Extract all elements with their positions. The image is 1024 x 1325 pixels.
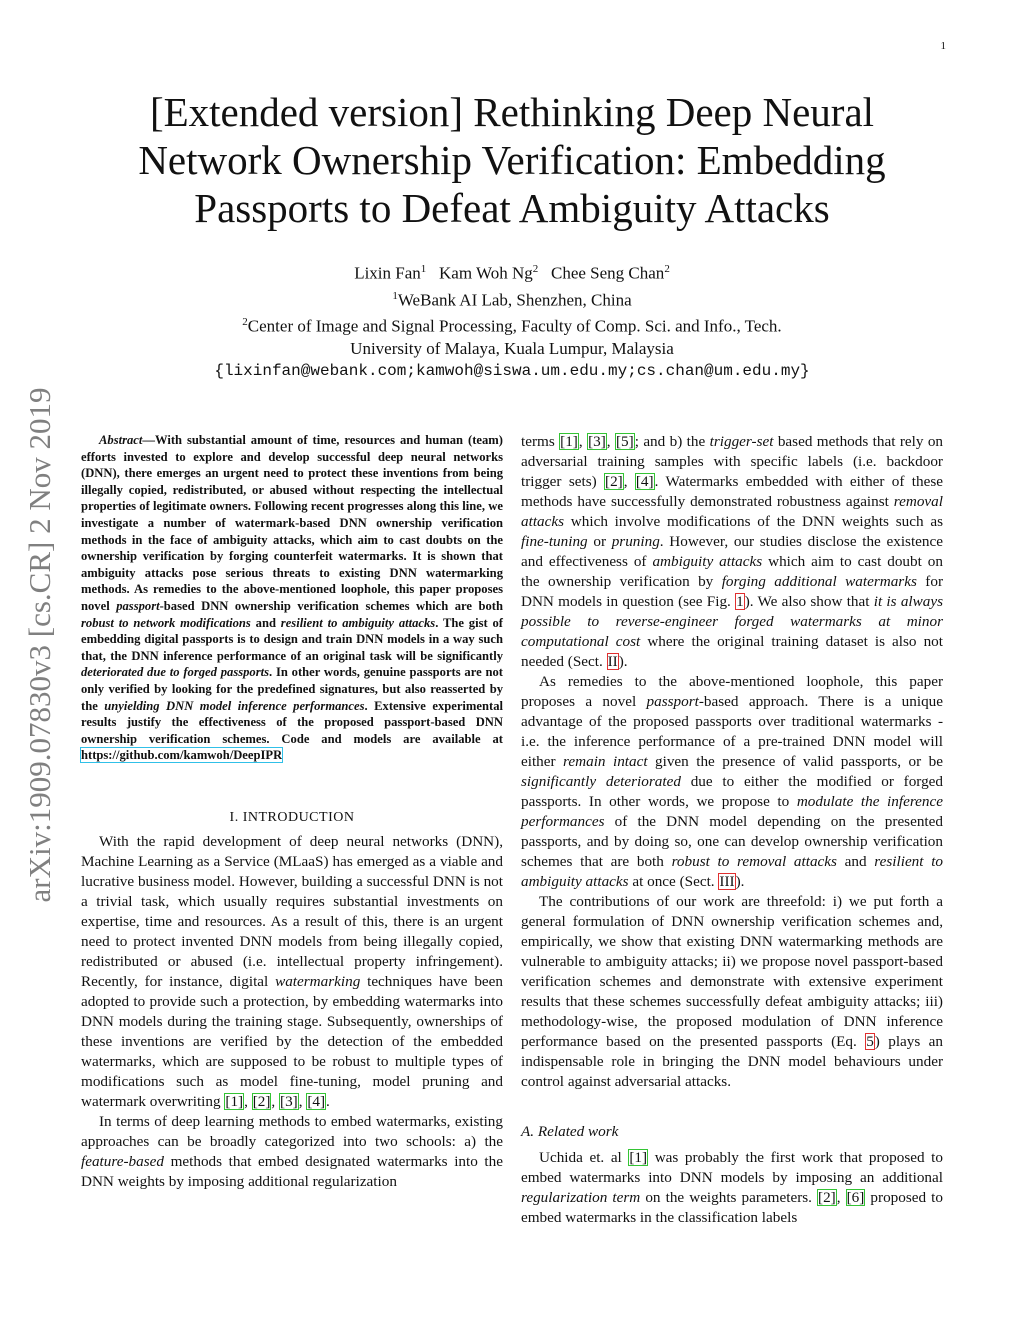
arxiv-identifier[interactable]: arXiv:1909.07830v3 [cs.CR] 2 Nov 2019 <box>22 387 57 903</box>
citation-link[interactable]: [4] <box>307 1092 326 1110</box>
body-paragraph: terms [1], [3], [5]; and b) the trigger-set based methods that rely on adversarial training samples with specific labels (i.e. backdoor trigger sets) [2], [4]. Watermarks embedded with either of these methods have successfully demonstrated robustness against removal attacks which involve modifications of the DNN weights such as fine-tuning or pruning. However, our studies disclose the existence and effectiveness of ambiguity attacks which aim to cast doubt on the ownership verification by forging additional watermarks for DNN models in question (see Fig. 1). We also show that it is always possible to reverse-engineer forged watermarks at minor computational cost where the original training dataset is also not needed (Sect. II). <box>521 433 944 670</box>
abstract: Abstract—With substantial amount of time, resources and human (team) efforts invested to explore and develop successful deep neural networks (DNN), there emerges an urgent need to protect these inventions from being illegally copied, redistributed, or abused without respecting the intellectual properties of legitimate owners. Following recent progresses along this line, we investigate a number of watermark-based DNN ownership verification methods in the face of ambiguity attacks, which aim to cast doubts on the ownership verification by forging counterfeit watermarks. It is shown that ambiguity attacks pose serious threats to existing DNN watermarking methods. As remedies to the above-mentioned loophole, this paper proposes novel passport-based DNN ownership verification schemes which are both robust to network modifications and resilient to ambiguity attacks. The gist of embedding digital passports is to design and train DNN models in a way such that, the DNN inference performance of an original task will be significantly deteriorated due to forged passports. In other words, genuine passports are not only verified by looking for the predefined signatures, but also reasserted by the unyielding DNN model inference performances. Extensive experimental results justify the effectiveness of the proposed passport-based DNN ownership verification schemes. Code and models are available at https://github.com/kamwoh/DeepIPR <box>81 433 503 763</box>
citation-link[interactable]: [3] <box>280 1092 298 1110</box>
author-emails: {lixinfan@webank.com;kamwoh@siswa.um.edu.my;cs.chan@um.edu.my} <box>214 361 810 380</box>
title-line: Network Ownership Verification: Embedding <box>138 137 886 183</box>
title-line: [Extended version] Rethinking Deep Neural <box>149 89 875 135</box>
citation-link[interactable]: [6] <box>846 1189 865 1206</box>
affiliation-1: $^1$WeBank AI Lab, Shenzhen, China <box>392 289 632 310</box>
citation-link[interactable]: [1] <box>629 1149 648 1166</box>
citation-link[interactable]: [2] <box>818 1189 836 1206</box>
body-paragraph: As remedies to the above-mentioned loophole, this paper proposes a novel passport-based approach. There is a unique advantage of the proposed passports over traditional watermarks - i.e. the inference performance of a pre-trained DNN model will either remain intact given the presence of valid passports, or be significantly deteriorated due to either the modified or forged passports. In other words, we propose to modulate the inference performances of the DNN model depending on the presented passports, and by doing so, one can develop ownership verification schemes that are both robust to removal attacks and resilient to ambiguity attacks at once (Sect. III). <box>521 673 944 890</box>
subsection-heading-related-work: A. Related work <box>521 1123 619 1140</box>
figure-reference-link[interactable]: 1 <box>736 593 744 610</box>
body-paragraph: The contributions of our work are threefold: i) we put forth a general formulation of DNN ownership verification schemes and, empirically, we show that existing DNN watermarking methods are vulnerable to ambiguity attacks; ii) we propose novel passport-based verification schemes and demonstrate with extensive experiment results that these schemes successfully defeat ambiguity attacks; iii) methodology-wise, the proposed modulation of DNN inference performance based on the presented passports (Eq. 5) plays an indispensable role in bringing the DNN model behaviours under control against adversarial attacks. <box>521 893 943 1090</box>
citation-link[interactable]: [2] <box>252 1092 271 1110</box>
abstract-label: Abstract <box>99 433 143 447</box>
citation-link[interactable]: [5] <box>615 433 634 450</box>
affiliation-mark: 2 <box>664 263 670 275</box>
affiliation-2: $^2$Center of Image and Signal Processing, Faculty of Comp. Sci. and Info., Tech. <box>242 316 782 336</box>
affiliation-mark: 1 <box>420 263 427 275</box>
section-reference-link[interactable]: III <box>719 873 735 890</box>
author-name: Chee Seng Chan <box>550 263 665 283</box>
intro-paragraph: With the rapid development of deep neural networks (DNN), Machine Learning as a Service (MLaaS) has emerged as a viable and lucrative business model. However, building a successful DNN is not a trivial task, which usually requires substantial investments on expertise, time and resources. As a result of this, there is an urgent need to protect invented DNN models from being illegally copied, redistributed or abused (i.e. intellectual property infringement). Recently, for instance, digital watermarking techniques have been adopted to provide such a protection, by embedding watermarks into DNN models during the training stage. Subsequently, ownerships of these inventions are verified by the detection of the embedded watermarks, which are supposed to be robust to multiple types of modifications such as model fine-tuning, model pruning and watermark overwriting [1], [2], [3], [4]. <box>81 832 503 1110</box>
paper-title <box>92 88 932 232</box>
body-paragraph: Uchida et. al [1] was probably the first work that proposed to embed watermarks into DNN models by imposing an additional regularization term on the weights parameters. [2], [6] proposed to embed watermarks in the classification labels <box>521 1149 943 1226</box>
section-heading-introduction: I. INTRODUCTION <box>229 809 355 825</box>
author-name: Kam Woh Ng <box>439 263 533 283</box>
intro-paragraph: In terms of deep learning methods to embed watermarks, existing approaches can be broadly categorized into two schools: a) the feature-based methods that embed designated watermarks into the DNN weights by imposing additional regularization <box>81 1112 503 1190</box>
citation-link[interactable]: [1] <box>225 1092 244 1110</box>
right-column <box>521 432 943 1228</box>
author-block <box>92 258 932 382</box>
page-number: 1 <box>940 40 946 52</box>
citation-link[interactable]: [4] <box>635 473 654 490</box>
author-name: Lixin Fan <box>354 263 421 283</box>
citation-link[interactable]: [2] <box>605 473 623 490</box>
section-reference-link[interactable]: II <box>607 653 618 670</box>
title-line: Passports to Defeat Ambiguity Attacks <box>194 185 830 231</box>
author-names <box>92 258 932 285</box>
affiliation-3: University of Malaya, Kuala Lumpur, Malaysia <box>350 338 674 358</box>
affiliation-mark: 2 <box>532 263 539 275</box>
citation-link[interactable]: [1] <box>560 433 578 450</box>
citation-link[interactable]: [3] <box>588 433 606 450</box>
equation-reference-link[interactable]: 5 <box>866 1033 874 1050</box>
left-column <box>81 432 503 1192</box>
code-link[interactable]: https://github.com/kamwoh/DeepIPR <box>81 748 283 763</box>
